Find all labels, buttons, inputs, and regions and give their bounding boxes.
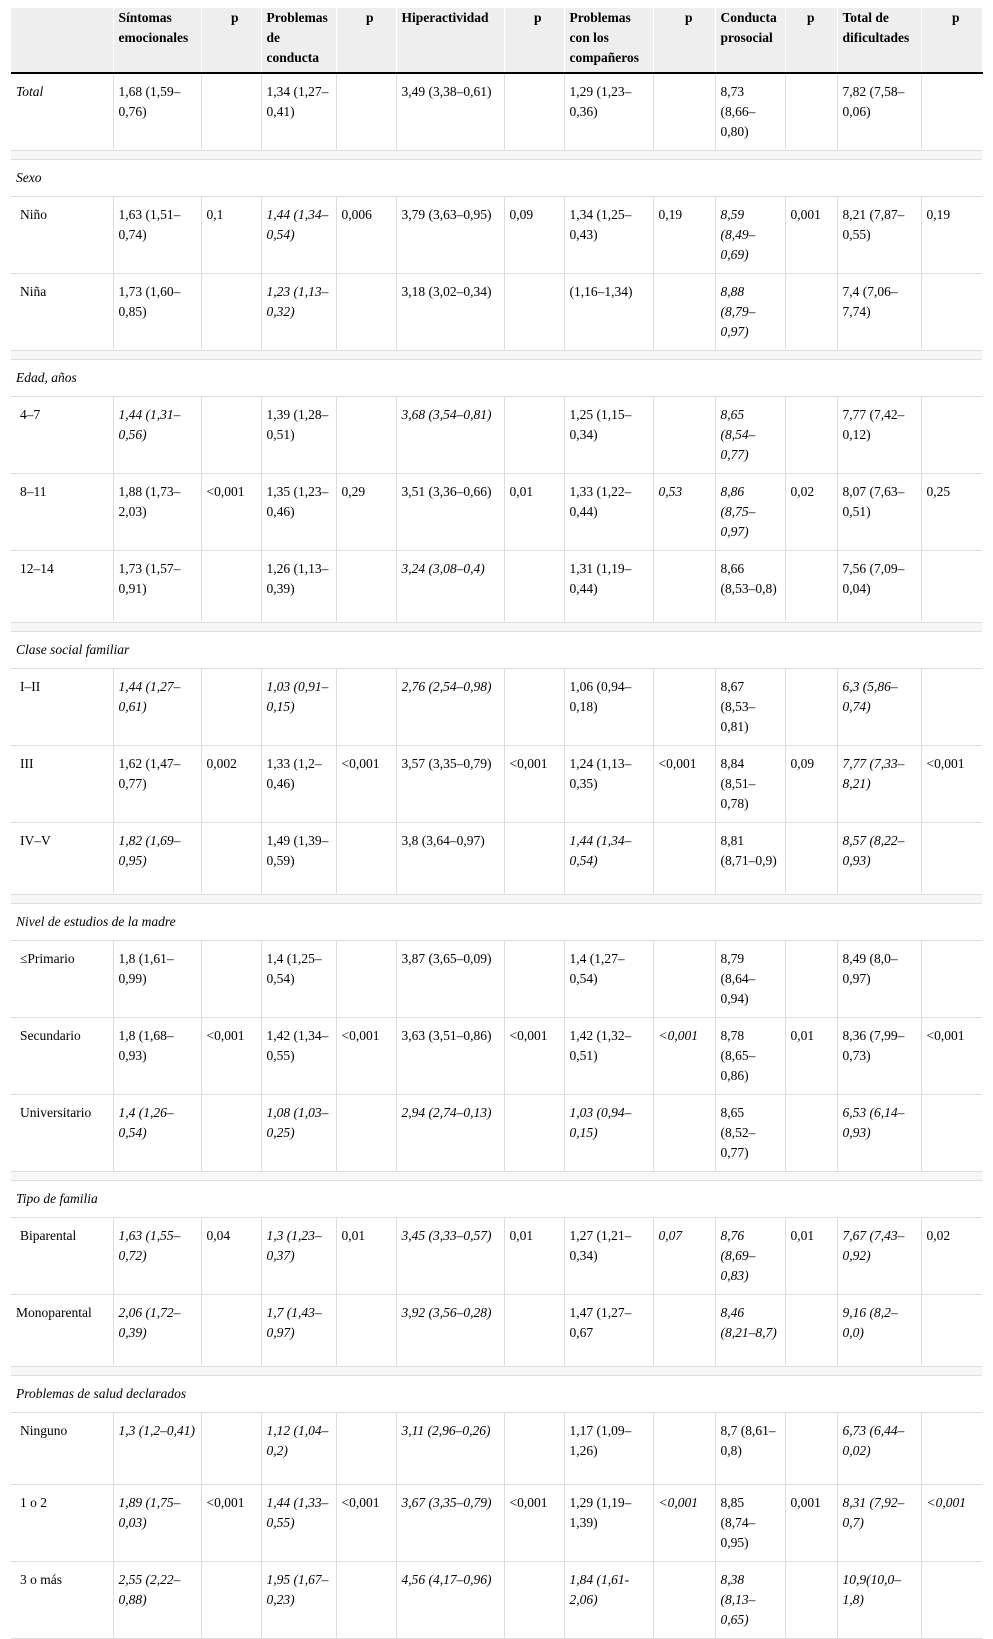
cell: 7,67 (7,43–0,92) — [837, 1218, 921, 1295]
row-label: 1 o 2 — [11, 1485, 113, 1562]
table-row — [11, 1095, 982, 1172]
row-label: Universitario — [11, 1095, 113, 1172]
cell — [201, 669, 261, 746]
cell: <0,001 — [336, 1018, 396, 1095]
cell — [653, 1095, 715, 1172]
cell — [201, 1562, 261, 1639]
cell: 1,73 (1,57–0,91) — [113, 551, 201, 623]
cell: 8,49 (8,0–0,97) — [837, 941, 921, 1018]
cell: 0,01 — [785, 1018, 837, 1095]
cell: 6,73 (6,44–0,02) — [837, 1413, 921, 1485]
cell: 3,45 (3,33–0,57) — [396, 1218, 504, 1295]
cell: 8,31 (7,92–0,7) — [837, 1485, 921, 1562]
section-row-estudios — [11, 904, 982, 941]
cell — [336, 73, 396, 151]
cell: 1,35 (1,23–0,46) — [261, 474, 336, 551]
cell: 7,77 (7,33–8,21) — [837, 746, 921, 823]
cell: 0,19 — [653, 197, 715, 274]
header-p: p — [504, 8, 564, 73]
cell: 8,59 (8,49–0,69) — [715, 197, 785, 274]
cell: 0,04 — [201, 1218, 261, 1295]
row-label: Monoparental — [11, 1295, 113, 1367]
cell: 4,56 (4,17–0,96) — [396, 1562, 504, 1639]
cell — [785, 397, 837, 474]
cell — [504, 1095, 564, 1172]
cell: 10,9(10,0–1,8) — [837, 1562, 921, 1639]
row-label: 8–11 — [11, 474, 113, 551]
cell: 0,29 — [336, 474, 396, 551]
spacer-row — [11, 151, 982, 160]
cell — [504, 669, 564, 746]
cell: 1,89 (1,75–0,03) — [113, 1485, 201, 1562]
cell — [336, 551, 396, 623]
cell — [336, 823, 396, 895]
cell — [921, 1413, 982, 1485]
cell — [201, 397, 261, 474]
cell: <0,001 — [504, 746, 564, 823]
cell: 3,67 (3,35–0,79) — [396, 1485, 504, 1562]
cell: 8,88 (8,79–0,97) — [715, 274, 785, 351]
cell: 2,94 (2,74–0,13) — [396, 1095, 504, 1172]
cell: 3,51 (3,36–0,66) — [396, 474, 504, 551]
cell: 1,7 (1,43–0,97) — [261, 1295, 336, 1367]
table-row — [11, 669, 982, 746]
cell — [653, 1413, 715, 1485]
cell: 0,01 — [785, 1218, 837, 1295]
header-row — [11, 8, 982, 73]
table-row — [11, 1295, 982, 1367]
header-prosocial: Conducta prosocial — [715, 8, 785, 73]
header-sintomas: Síntomas emocionales — [113, 8, 201, 73]
cell: 8,7 (8,61–0,8) — [715, 1413, 785, 1485]
table-row — [11, 746, 982, 823]
cell — [921, 1095, 982, 1172]
cell: 1,17 (1,09–1,26) — [564, 1413, 653, 1485]
cell: 0,02 — [785, 474, 837, 551]
table-row — [11, 474, 982, 551]
cell: 1,33 (1,22–0,44) — [564, 474, 653, 551]
spacer-cell — [11, 1367, 982, 1376]
cell: 1,44 (1,31–0,56) — [113, 397, 201, 474]
cell: 8,36 (7,99–0,73) — [837, 1018, 921, 1095]
cell: 8,67 (8,53–0,81) — [715, 669, 785, 746]
cell: 8,66 (8,53–0,8) — [715, 551, 785, 623]
cell: 8,76 (8,69–0,83) — [715, 1218, 785, 1295]
row-label: 12–14 — [11, 551, 113, 623]
cell: 0,09 — [504, 197, 564, 274]
section-title: Clase social familiar — [11, 632, 982, 669]
cell: 1,82 (1,69–0,95) — [113, 823, 201, 895]
results-table — [11, 8, 983, 1639]
spacer-row — [11, 351, 982, 360]
cell — [336, 1295, 396, 1367]
cell: 1,3 (1,23–0,37) — [261, 1218, 336, 1295]
cell: 8,21 (7,87–0,55) — [837, 197, 921, 274]
cell: 1,06 (0,94–0,18) — [564, 669, 653, 746]
cell: 1,8 (1,68–0,93) — [113, 1018, 201, 1095]
cell: 1,63 (1,51–0,74) — [113, 197, 201, 274]
table-row — [11, 941, 982, 1018]
cell: 1,34 (1,27–0,41) — [261, 73, 336, 151]
cell: 0,1 — [201, 197, 261, 274]
cell: 1,68 (1,59–0,76) — [113, 73, 201, 151]
table-row — [11, 1485, 982, 1562]
cell — [336, 1095, 396, 1172]
cell: <0,001 — [921, 746, 982, 823]
spacer-row — [11, 623, 982, 632]
cell: 1,29 (1,19–1,39) — [564, 1485, 653, 1562]
header-p: p — [653, 8, 715, 73]
row-label: 3 o más — [11, 1562, 113, 1639]
cell: 1,4 (1,26–0,54) — [113, 1095, 201, 1172]
cell: 1,24 (1,13–0,35) — [564, 746, 653, 823]
cell: 7,4 (7,06–7,74) — [837, 274, 921, 351]
cell — [653, 551, 715, 623]
spacer-row — [11, 1367, 982, 1376]
section-title: Sexo — [11, 160, 982, 197]
cell: <0,001 — [336, 746, 396, 823]
cell — [785, 669, 837, 746]
cell: 1,95 (1,67–0,23) — [261, 1562, 336, 1639]
cell — [504, 274, 564, 351]
cell — [336, 941, 396, 1018]
cell: 1,44 (1,34–0,54) — [261, 197, 336, 274]
cell — [653, 823, 715, 895]
cell: 1,44 (1,34–0,54) — [564, 823, 653, 895]
cell: 0,001 — [785, 1485, 837, 1562]
cell: 1,29 (1,23–0,36) — [564, 73, 653, 151]
cell: 3,11 (2,96–0,26) — [396, 1413, 504, 1485]
cell — [504, 397, 564, 474]
table-row — [11, 274, 982, 351]
cell: 8,38 (8,13–0,65) — [715, 1562, 785, 1639]
section-title: Edad, años — [11, 360, 982, 397]
header-p: p — [921, 8, 982, 73]
section-title: Tipo de familia — [11, 1181, 982, 1218]
cell: <0,001 — [504, 1018, 564, 1095]
cell — [336, 274, 396, 351]
cell: 7,82 (7,58–0,06) — [837, 73, 921, 151]
cell: 1,03 (0,94–0,15) — [564, 1095, 653, 1172]
row-label: Ninguno — [11, 1413, 113, 1485]
section-row-salud — [11, 1376, 982, 1413]
cell — [504, 1413, 564, 1485]
cell: 6,53 (6,14–0,93) — [837, 1095, 921, 1172]
spacer-cell — [11, 623, 982, 632]
table-row — [11, 823, 982, 895]
cell — [921, 669, 982, 746]
cell — [785, 274, 837, 351]
cell — [201, 1295, 261, 1367]
cell: <0,001 — [504, 1485, 564, 1562]
table-row — [11, 1562, 982, 1639]
cell: 0,09 — [785, 746, 837, 823]
cell — [921, 73, 982, 151]
spacer-cell — [11, 895, 982, 904]
cell — [785, 941, 837, 1018]
cell: 3,79 (3,63–0,95) — [396, 197, 504, 274]
cell — [785, 1095, 837, 1172]
cell — [201, 73, 261, 151]
spacer-row — [11, 895, 982, 904]
table-row — [11, 1413, 982, 1485]
cell: 1,39 (1,28–0,51) — [261, 397, 336, 474]
cell — [653, 73, 715, 151]
cell — [201, 551, 261, 623]
cell: 0,001 — [785, 197, 837, 274]
row-label: III — [11, 746, 113, 823]
cell: 1,84 (1,61-2,06) — [564, 1562, 653, 1639]
row-label: 4–7 — [11, 397, 113, 474]
cell: 1,34 (1,25–0,43) — [564, 197, 653, 274]
cell — [336, 397, 396, 474]
cell: 8,84 (8,51–0,78) — [715, 746, 785, 823]
cell: 8,07 (7,63–0,51) — [837, 474, 921, 551]
header-p: p — [785, 8, 837, 73]
header-total-dificultades: Total de dificultades — [837, 8, 921, 73]
header-conducta: Problemas de conducta — [261, 8, 336, 73]
cell — [653, 274, 715, 351]
row-label: Niña — [11, 274, 113, 351]
cell — [336, 669, 396, 746]
cell: 1,88 (1,73–2,03) — [113, 474, 201, 551]
cell — [504, 73, 564, 151]
cell: 1,49 (1,39–0,59) — [261, 823, 336, 895]
spacer-cell — [11, 151, 982, 160]
section-row-clase — [11, 632, 982, 669]
cell: 1,12 (1,04–0,2) — [261, 1413, 336, 1485]
cell: 6,3 (5,86–0,74) — [837, 669, 921, 746]
cell: 3,92 (3,56–0,28) — [396, 1295, 504, 1367]
cell — [785, 73, 837, 151]
cell: 3,8 (3,64–0,97) — [396, 823, 504, 895]
cell: <0,001 — [653, 746, 715, 823]
cell: 1,23 (1,13–0,32) — [261, 274, 336, 351]
cell — [921, 551, 982, 623]
cell — [653, 669, 715, 746]
cell — [336, 1562, 396, 1639]
section-title: Nivel de estudios de la madre — [11, 904, 982, 941]
cell — [201, 1413, 261, 1485]
header-hiperactividad: Hiperactividad — [396, 8, 504, 73]
cell — [653, 1562, 715, 1639]
cell — [336, 1413, 396, 1485]
cell: 1,73 (1,60–0,85) — [113, 274, 201, 351]
row-label: Biparental — [11, 1218, 113, 1295]
cell: 8,57 (8,22–0,93) — [837, 823, 921, 895]
cell: 0,02 — [921, 1218, 982, 1295]
cell: 1,47 (1,27–0,67 — [564, 1295, 653, 1367]
table-row-total — [11, 73, 982, 151]
cell: <0,001 — [201, 1018, 261, 1095]
cell: 1,25 (1,15–0,34) — [564, 397, 653, 474]
cell — [921, 274, 982, 351]
row-label: I–II — [11, 669, 113, 746]
cell — [921, 941, 982, 1018]
section-title: Problemas de salud declarados — [11, 1376, 982, 1413]
cell: 8,65 (8,54–0,77) — [715, 397, 785, 474]
cell — [504, 941, 564, 1018]
cell: 0,25 — [921, 474, 982, 551]
cell — [921, 823, 982, 895]
cell: 1,4 (1,25–0,54) — [261, 941, 336, 1018]
cell: 3,18 (3,02–0,34) — [396, 274, 504, 351]
cell: <0,001 — [653, 1485, 715, 1562]
cell — [785, 1295, 837, 1367]
header-empty — [11, 8, 113, 73]
cell — [785, 1413, 837, 1485]
cell: 8,86 (8,75–0,97) — [715, 474, 785, 551]
cell: 1,44 (1,27–0,61) — [113, 669, 201, 746]
cell: 0,01 — [504, 474, 564, 551]
cell: 0,19 — [921, 197, 982, 274]
cell: 3,68 (3,54–0,81) — [396, 397, 504, 474]
cell: 1,42 (1,34–0,55) — [261, 1018, 336, 1095]
section-row-familia — [11, 1181, 982, 1218]
cell: 8,73 (8,66–0,80) — [715, 73, 785, 151]
cell: 3,87 (3,65–0,09) — [396, 941, 504, 1018]
table-row — [11, 197, 982, 274]
row-label: ≤Primario — [11, 941, 113, 1018]
cell: <0,001 — [336, 1485, 396, 1562]
cell: <0,001 — [921, 1018, 982, 1095]
cell: 8,85 (8,74–0,95) — [715, 1485, 785, 1562]
cell: <0,001 — [653, 1018, 715, 1095]
cell — [201, 823, 261, 895]
cell — [504, 1562, 564, 1639]
cell: 7,56 (7,09–0,04) — [837, 551, 921, 623]
cell: 8,46 (8,21–8,7) — [715, 1295, 785, 1367]
cell — [785, 823, 837, 895]
spacer-cell — [11, 351, 982, 360]
cell: 8,81 (8,71–0,9) — [715, 823, 785, 895]
cell — [504, 1295, 564, 1367]
spacer-cell — [11, 1172, 982, 1181]
cell — [504, 823, 564, 895]
cell — [653, 1295, 715, 1367]
cell — [504, 551, 564, 623]
cell: 8,79 (8,64–0,94) — [715, 941, 785, 1018]
cell — [921, 1295, 982, 1367]
header-p: p — [201, 8, 261, 73]
cell: 8,78 (8,65–0,86) — [715, 1018, 785, 1095]
cell: 1,4 (1,27–0,54) — [564, 941, 653, 1018]
cell: 8,65 (8,52–0,77) — [715, 1095, 785, 1172]
cell: (1,16–1,34) — [564, 274, 653, 351]
cell: 3,63 (3,51–0,86) — [396, 1018, 504, 1095]
table-row — [11, 1218, 982, 1295]
cell: 1,03 (0,91–0,15) — [261, 669, 336, 746]
header-p: p — [336, 8, 396, 73]
cell: 1,63 (1,55–0,72) — [113, 1218, 201, 1295]
cell: 0,002 — [201, 746, 261, 823]
cell — [653, 941, 715, 1018]
cell: 0,07 — [653, 1218, 715, 1295]
cell: 1,8 (1,61–0,99) — [113, 941, 201, 1018]
cell: <0,001 — [921, 1485, 982, 1562]
section-row-edad — [11, 360, 982, 397]
cell — [201, 274, 261, 351]
cell: 1,31 (1,19–0,44) — [564, 551, 653, 623]
cell: 1,33 (1,2–0,46) — [261, 746, 336, 823]
cell: 1,26 (1,13–0,39) — [261, 551, 336, 623]
row-label: Total — [11, 73, 113, 151]
cell: 2,06 (1,72–0,39) — [113, 1295, 201, 1367]
cell — [921, 397, 982, 474]
table-row — [11, 397, 982, 474]
cell — [201, 941, 261, 1018]
cell: 3,49 (3,38–0,61) — [396, 73, 504, 151]
cell: <0,001 — [201, 1485, 261, 1562]
cell: 9,16 (8,2–0,0) — [837, 1295, 921, 1367]
cell — [785, 551, 837, 623]
cell: 1,3 (1,2–0,41) — [113, 1413, 201, 1485]
header-companeros: Problemas con los compañeros — [564, 8, 653, 73]
cell — [921, 1562, 982, 1639]
cell: <0,001 — [201, 474, 261, 551]
row-label: IV–V — [11, 823, 113, 895]
row-label: Niño — [11, 197, 113, 274]
cell: 0,01 — [504, 1218, 564, 1295]
cell: 1,44 (1,33–0,55) — [261, 1485, 336, 1562]
cell: 1,62 (1,47–0,77) — [113, 746, 201, 823]
cell: 0,53 — [653, 474, 715, 551]
row-label: Secundario — [11, 1018, 113, 1095]
cell: 7,77 (7,42–0,12) — [837, 397, 921, 474]
cell — [785, 1562, 837, 1639]
cell: 2,55 (2,22–0,88) — [113, 1562, 201, 1639]
cell: 3,57 (3,35–0,79) — [396, 746, 504, 823]
cell: 2,76 (2,54–0,98) — [396, 669, 504, 746]
cell: 1,27 (1,21–0,34) — [564, 1218, 653, 1295]
cell: 1,42 (1,32–0,51) — [564, 1018, 653, 1095]
cell: 3,24 (3,08–0,4) — [396, 551, 504, 623]
cell: 0,006 — [336, 197, 396, 274]
table-row — [11, 551, 982, 623]
table-row — [11, 1018, 982, 1095]
cell — [201, 1095, 261, 1172]
section-row-sexo — [11, 160, 982, 197]
cell: 0,01 — [336, 1218, 396, 1295]
cell: 1,08 (1,03–0,25) — [261, 1095, 336, 1172]
cell — [653, 397, 715, 474]
spacer-row — [11, 1172, 982, 1181]
